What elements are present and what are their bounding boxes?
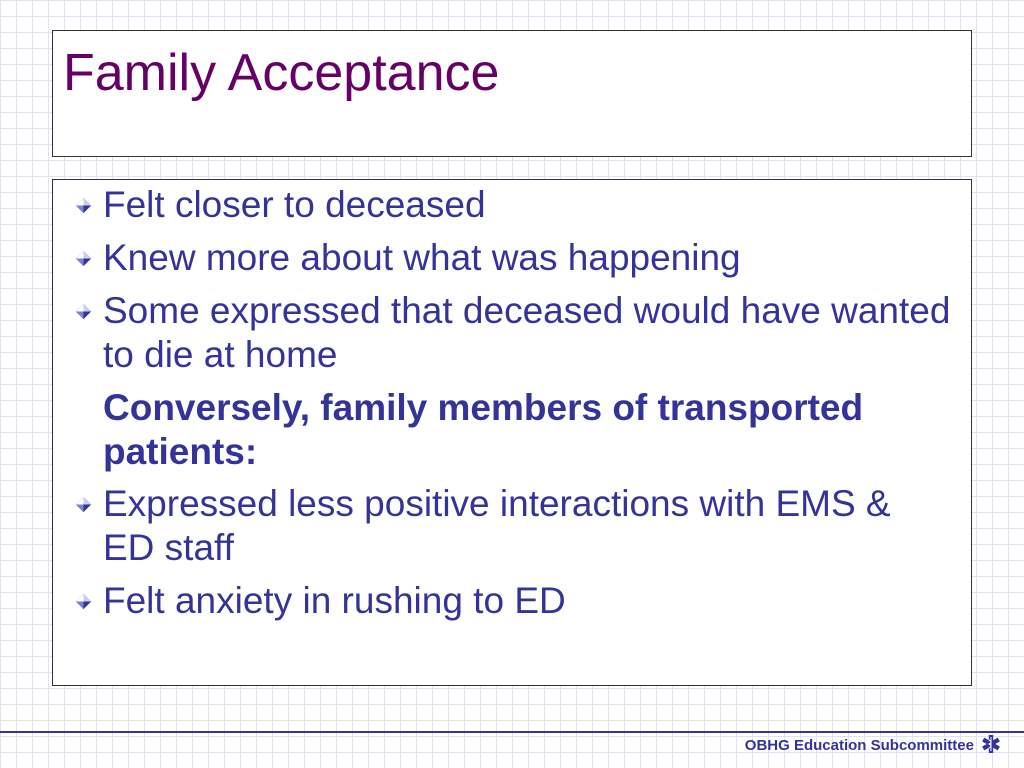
footer-divider [0,731,1024,733]
diamond-bullet-icon [75,250,92,267]
title-placeholder [52,30,972,157]
bullet-text: Knew more about what was happening [103,237,741,278]
bullet-text: Felt closer to deceased [103,184,486,225]
diamond-bullet-icon [75,593,92,610]
bullet-item [71,236,951,280]
bullet-text: Expressed less positive interactions with EMS & ED staff [103,483,891,568]
bullet-item [71,289,951,377]
footer-label: OBHG Education Subcommittee [744,737,974,754]
bullet-item [71,183,951,227]
subheading-item [71,386,951,474]
diamond-bullet-icon [75,496,92,513]
bullet-item [71,482,951,570]
bullet-text: Felt anxiety in rushing to ED [103,580,566,621]
subheading-text: Conversely, family members of transported patients: [103,387,864,472]
bullet-list [71,183,951,632]
content-placeholder [52,179,972,686]
bullet-item [71,579,951,623]
slide-title: Family Acceptance [63,44,500,102]
star-of-life-icon [981,734,1001,754]
diamond-bullet-icon [75,197,92,214]
diamond-bullet-icon [75,303,92,320]
bullet-text: Some expressed that deceased would have wanted to die at home [103,290,951,375]
